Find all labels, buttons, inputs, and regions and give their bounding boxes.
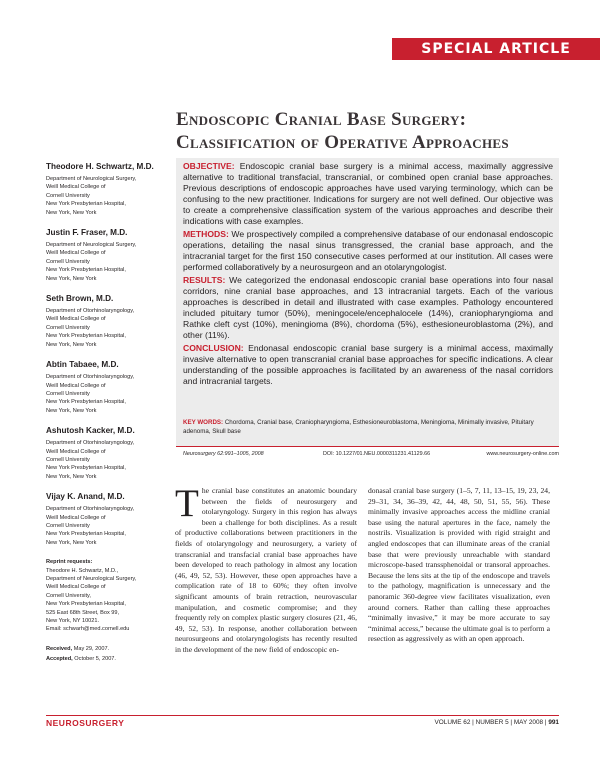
affiliation-line: Department of Otorhinolaryngology, bbox=[46, 506, 135, 513]
conclusion-text: Endonasal endoscopic cranial base surgery is a minimal access, maximally invasive alternative to open transcranial cranial base approaches for specific indications. A clear understanding of the possible approaches is facilitated by an awareness of the nasal corridors and intracranial targets. bbox=[183, 343, 554, 386]
affiliation-line: Department of Neurological Surgery, bbox=[46, 176, 137, 182]
reprint-line: New York, NY 10021. bbox=[46, 618, 100, 625]
author-name: Abtin Tabaee, M.D. bbox=[46, 360, 119, 370]
author-entry bbox=[46, 294, 172, 349]
reprint-heading: Reprint requests: bbox=[46, 559, 93, 566]
author-affiliation bbox=[46, 373, 172, 415]
accepted-date bbox=[46, 654, 172, 664]
reprint-line: Email: schwarh@med.cornell.edu bbox=[46, 626, 130, 633]
affiliation-line: Weill Medical College of bbox=[46, 514, 106, 521]
citation-divider bbox=[176, 446, 559, 447]
reprint-line: New York Presbyterian Hospital, bbox=[46, 601, 126, 608]
reprint-line: 525 East 68th Street, Box 99, bbox=[46, 609, 120, 616]
author-entry bbox=[46, 228, 172, 283]
title-line-2: Classification of Operative Approaches bbox=[176, 132, 509, 153]
affiliation-line: Weill Medical College of bbox=[46, 316, 106, 323]
abstract-box bbox=[176, 158, 559, 446]
affiliation-line: New York Presbyterian Hospital, bbox=[46, 333, 126, 340]
author-name: Justin F. Fraser, M.D. bbox=[46, 228, 128, 238]
affiliation-line: New York Presbyterian Hospital, bbox=[46, 201, 126, 208]
abstract-conclusion bbox=[183, 343, 553, 387]
reprint-line: Theodore H. Schwartz, M.D., bbox=[46, 567, 119, 574]
abstract-objective bbox=[183, 161, 553, 227]
footer-issue-info bbox=[435, 719, 559, 726]
objective-label: OBJECTIVE: bbox=[183, 161, 235, 171]
affiliation-line: New York Presbyterian Hospital, bbox=[46, 399, 126, 406]
author-affiliation bbox=[46, 241, 172, 283]
received-value: May 29, 2007. bbox=[73, 645, 110, 652]
author-affiliation bbox=[46, 175, 172, 217]
author-name: Seth Brown, M.D. bbox=[46, 294, 114, 304]
affiliation-line: Department of Otorhinolaryngology, bbox=[46, 374, 135, 381]
author-affiliation bbox=[46, 505, 172, 547]
affiliation-line: Cornell University bbox=[46, 324, 90, 331]
reprint-lines bbox=[46, 567, 172, 634]
affiliation-line: New York, New York bbox=[46, 275, 97, 282]
results-label: RESULTS: bbox=[183, 275, 226, 285]
methods-text: We prospectively compiled a comprehensive database of our endonasal endoscopic operations, detailing the nasal sinus transgressed, the cranial base approach, and the intracranial target for the first 150 consecutive cases performed at our institution. All cases were performed collaboratively by a neurosurgeon and an otolaryngologist. bbox=[183, 229, 553, 272]
author-entry bbox=[46, 492, 172, 547]
affiliation-line: New York, New York bbox=[46, 407, 97, 414]
footer-issue: VOLUME 62 | NUMBER 5 | MAY 2008 | bbox=[434, 719, 547, 726]
abstract-results bbox=[183, 275, 553, 341]
body-text-1: he cranial base constitutes an anatomic boundary between the fields of neurosurgery and otolaryngology. Surgery in this region has always been a challenge for both disciplines. As a result of productive collaborations between practitioners in the fields of otolaryngology and neurosurgery, a variety of transcranial and transfacial cranial base approaches have been developed to reach pathology in almost any location (46, 49, 52, 53). However, these open approaches have a complication rate of 18 to 60%; they often involve significant amounts of brain retraction, neurovascular manipulation, and cosmetic compromise; and they frequently rely on complex plastic surgery closures (21, 46, 49, 52, 53). In response, another collaboration between neurosurgeons and otolaryngologists has recently resulted in the development of the new field of endoscopic en- bbox=[175, 486, 357, 654]
affiliation-line: New York Presbyterian Hospital, bbox=[46, 267, 126, 274]
affiliation-line: Cornell University bbox=[46, 192, 90, 199]
conclusion-label: CONCLUSION: bbox=[183, 343, 244, 353]
body-text-2: donasal cranial base surgery (1–5, 7, 11, 13–15, 19, 23, 24, 29–31, 34, 36–39, 42, 44, 48, 50, 51, 55, 56). These minimally invasive approaches access the midline cranial base using the natural apertures in the face, namely the nostrils. Visualization is provided with rigid straight and angled endoscopes that can illuminate areas of the cranial base that were previously unreachable with standard microscope-based transsphenoidal or transoral approaches. Because the lens sits at the tip of the endoscope and travels to the pathology, magnification is unnecessary and the panoramic 360-degree view facilitates visualization, even around corners. Rather than calling these approaches “minimally invasive,” it may be more accurate to say “minimal access,” because the ultimate goal is to perform a resection as aggressively as with an open approach. bbox=[368, 486, 550, 644]
accepted-label: Accepted, bbox=[46, 655, 73, 662]
author-affiliation bbox=[46, 307, 172, 349]
author-affiliation bbox=[46, 439, 172, 481]
affiliation-line: New York, New York bbox=[46, 209, 97, 216]
footer-page-number: 991 bbox=[548, 719, 559, 726]
affiliation-line: Cornell University bbox=[46, 390, 90, 397]
body-column-2 bbox=[368, 486, 550, 645]
abstract-text bbox=[183, 161, 553, 389]
affiliation-line: Department of Neurological Surgery, bbox=[46, 242, 137, 249]
affiliation-line: Cornell University bbox=[46, 522, 90, 529]
affiliation-line: Weill Medical College of bbox=[46, 184, 106, 191]
author-entry bbox=[46, 426, 172, 481]
author-entry bbox=[46, 162, 172, 217]
methods-label: METHODS: bbox=[183, 229, 229, 239]
drop-cap: T bbox=[175, 482, 199, 525]
citation-doi: DOI: 10.1227/01.NEU.0000311231.41129.66 bbox=[323, 451, 431, 457]
author-sidebar bbox=[46, 162, 172, 664]
keywords-label: KEY WORDS: bbox=[183, 419, 224, 426]
reprint-line: Cornell University, bbox=[46, 592, 91, 599]
author-list bbox=[46, 162, 172, 547]
affiliation-line: New York Presbyterian Hospital, bbox=[46, 531, 126, 538]
abstract-methods bbox=[183, 229, 553, 273]
affiliation-line: New York, New York bbox=[46, 473, 97, 480]
keywords-text: Chordoma, Cranial base, Craniopharyngioma, Esthesioneuroblastoma, Meningioma, Minimally invasive, Pituitary adenoma, Skull base bbox=[183, 419, 534, 435]
author-name: Vijay K. Anand, M.D. bbox=[46, 492, 125, 502]
accepted-value: October 5, 2007. bbox=[74, 655, 116, 662]
affiliation-line: New York, New York bbox=[46, 539, 97, 546]
affiliation-line: Weill Medical College of bbox=[46, 448, 106, 455]
reprint-line: Department of Neurological Surgery, bbox=[46, 576, 137, 582]
keywords bbox=[183, 418, 553, 436]
affiliation-line: Department of Otorhinolaryngology, bbox=[46, 440, 135, 447]
section-banner: SPECIAL ARTICLE bbox=[392, 38, 600, 60]
author-entry bbox=[46, 360, 172, 415]
received-label: Received, bbox=[46, 645, 73, 652]
affiliation-line: New York Presbyterian Hospital, bbox=[46, 465, 126, 472]
objective-text: Endoscopic cranial base surgery is a minimal access, maximally aggressive alternative to traditional transfacial, transcranial, or combined open cranial base approaches. Previous descriptions of endoscopic approaches have used varying terminology, which can be confusing to the new practitioner. Indications for surgery are not well defined. Our objective was to create a comprehensive classification system of the various approaches and describe their indications with case examples. bbox=[183, 161, 553, 226]
affiliation-line: Weill Medical College of bbox=[46, 382, 106, 389]
author-name: Ashutosh Kacker, M.D. bbox=[46, 426, 135, 436]
body-column-1 bbox=[175, 482, 357, 656]
received-date bbox=[46, 644, 172, 654]
reprint-requests bbox=[46, 558, 172, 634]
affiliation-line: Cornell University bbox=[46, 456, 90, 463]
affiliation-line: Department of Otorhinolaryngology, bbox=[46, 308, 135, 315]
citation-url[interactable]: www.neurosurgery-online.com bbox=[486, 451, 559, 457]
affiliation-line: Cornell University bbox=[46, 258, 90, 265]
article-dates bbox=[46, 644, 172, 664]
affiliation-line: Weill Medical College of bbox=[46, 250, 106, 257]
affiliation-line: New York, New York bbox=[46, 341, 97, 348]
footer-journal: NEUROSURGERY bbox=[46, 718, 125, 728]
footer-divider bbox=[46, 715, 559, 716]
citation-journal: Neurosurgery 62:991–1005, 2008 bbox=[183, 451, 264, 457]
author-name: Theodore H. Schwartz, M.D. bbox=[46, 162, 154, 171]
results-text: We categorized the endonasal endoscopic cranial base operations into four nasal corridors, nine cranial base approaches, and 13 intracranial targets. Each of the various approaches is described in detail and illustrated with case examples. Pathology encountered included pituitary tumor (50%), meningocele/encephalocele (14%), craniopharyngioma and Rathke cleft cyst (10%), meningioma (8%), chordoma (5%), esthesioneuroblastoma (2%), and other (11%). bbox=[183, 275, 553, 340]
article-title bbox=[176, 108, 576, 154]
title-line-1: Endoscopic Cranial Base Surgery: bbox=[176, 109, 467, 130]
reprint-line: Weill Medical College of bbox=[46, 584, 106, 591]
